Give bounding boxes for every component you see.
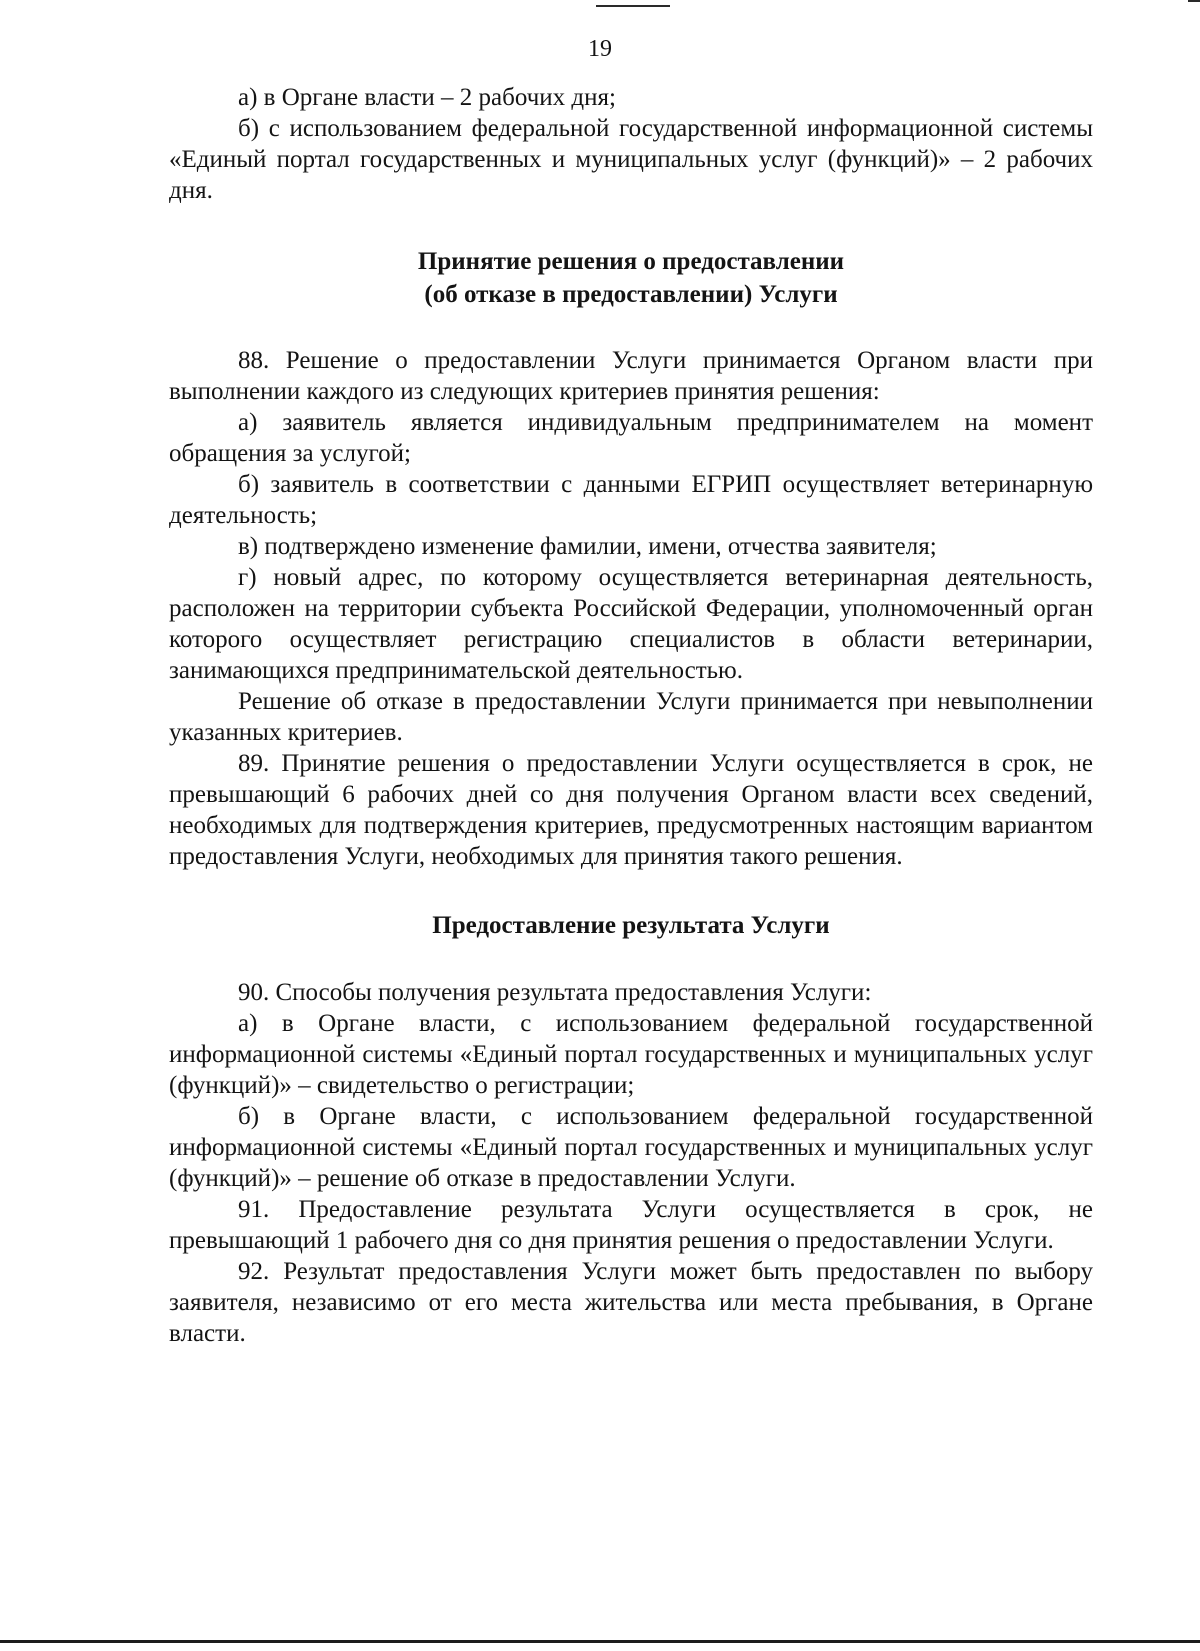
- paragraph-89: 89. Принятие решения о предоставлении Услуги осуществляется в срок, не превышающий 6 рабочих дней со дня получения Органом власти всех сведений, необходимых для подтверждения критериев, предусмотренных настоящим вариантом предоставления Услуги, необходимых для принятия такого решения.: [169, 750, 1093, 870]
- paragraph-88: 88. Решение о предоставлении Услуги принимается Органом власти при выполнении каждого из следующих критериев принятия решения:: [169, 347, 1093, 405]
- paragraph-88-b: б) заявитель в соответствии с данными ЕГРИП осуществляет ветеринарную деятельность;: [169, 471, 1093, 529]
- section-title-line-1: Принятие решения о предоставлении: [417, 248, 845, 275]
- paragraph-88-a: а) заявитель является индивидуальным предпринимателем на момент обращения за услугой;: [169, 409, 1093, 467]
- scan-artifact-top-line: [596, 5, 670, 7]
- paragraph-intro-b: б) с использованием федеральной государственной информационной системы «Единый портал государственных и муниципальных услуг (функций)» – 2 рабочих дня.: [169, 115, 1093, 204]
- paragraph-90: 90. Способы получения результата предоставления Услуги:: [238, 979, 872, 1006]
- paragraph-refusal: Решение об отказе в предоставлении Услуги принимается при невыполнении указанных критериев.: [169, 688, 1093, 746]
- paragraph-88-v: в) подтверждено изменение фамилии, имени, отчества заявителя;: [238, 533, 937, 560]
- paragraph-92: 92. Результат предоставления Услуги может быть предоставлен по выбору заявителя, независимо от его места жительства или места пребывания, в Органе власти.: [169, 1258, 1093, 1347]
- paragraph-88-g: г) новый адрес, по которому осуществляется ветеринарная деятельность, расположен на территории субъекта Российской Федерации, уполномоченный орган которого осуществляет регистрацию специалистов в области ветеринарии, занимающихся предпринимательской деятельностью.: [169, 564, 1093, 684]
- section-title-result: Предоставление результата Услуги: [432, 912, 830, 939]
- document-body: [169, 82, 1093, 1349]
- scan-artifact-corner-mark: [1188, 0, 1200, 14]
- paragraph-90-a: а) в Органе власти, с использованием федеральной государственной информационной системы «Единый портал государственных и муниципальных услуг (функций)» – свидетельство о регистрации;: [169, 1010, 1093, 1099]
- section-title-line-2: (об отказе в предоставлении) Услуги: [424, 281, 838, 308]
- page-number: 19: [588, 36, 612, 62]
- paragraph-91: 91. Предоставление результата Услуги осуществляется в срок, не превышающий 1 рабочего дня со дня принятия решения о предоставлении Услуги.: [169, 1196, 1093, 1254]
- section-title-decision: [169, 245, 1093, 311]
- paragraph-intro-a: а) в Органе власти – 2 рабочих дня;: [238, 84, 616, 111]
- paragraph-90-b: б) в Органе власти, с использованием федеральной государственной информационной системы «Единый портал государственных и муниципальных услуг (функций)» – решение об отказе в предоставлении Услуги.: [169, 1103, 1093, 1192]
- scan-artifact-bottom-line: [0, 1640, 1200, 1643]
